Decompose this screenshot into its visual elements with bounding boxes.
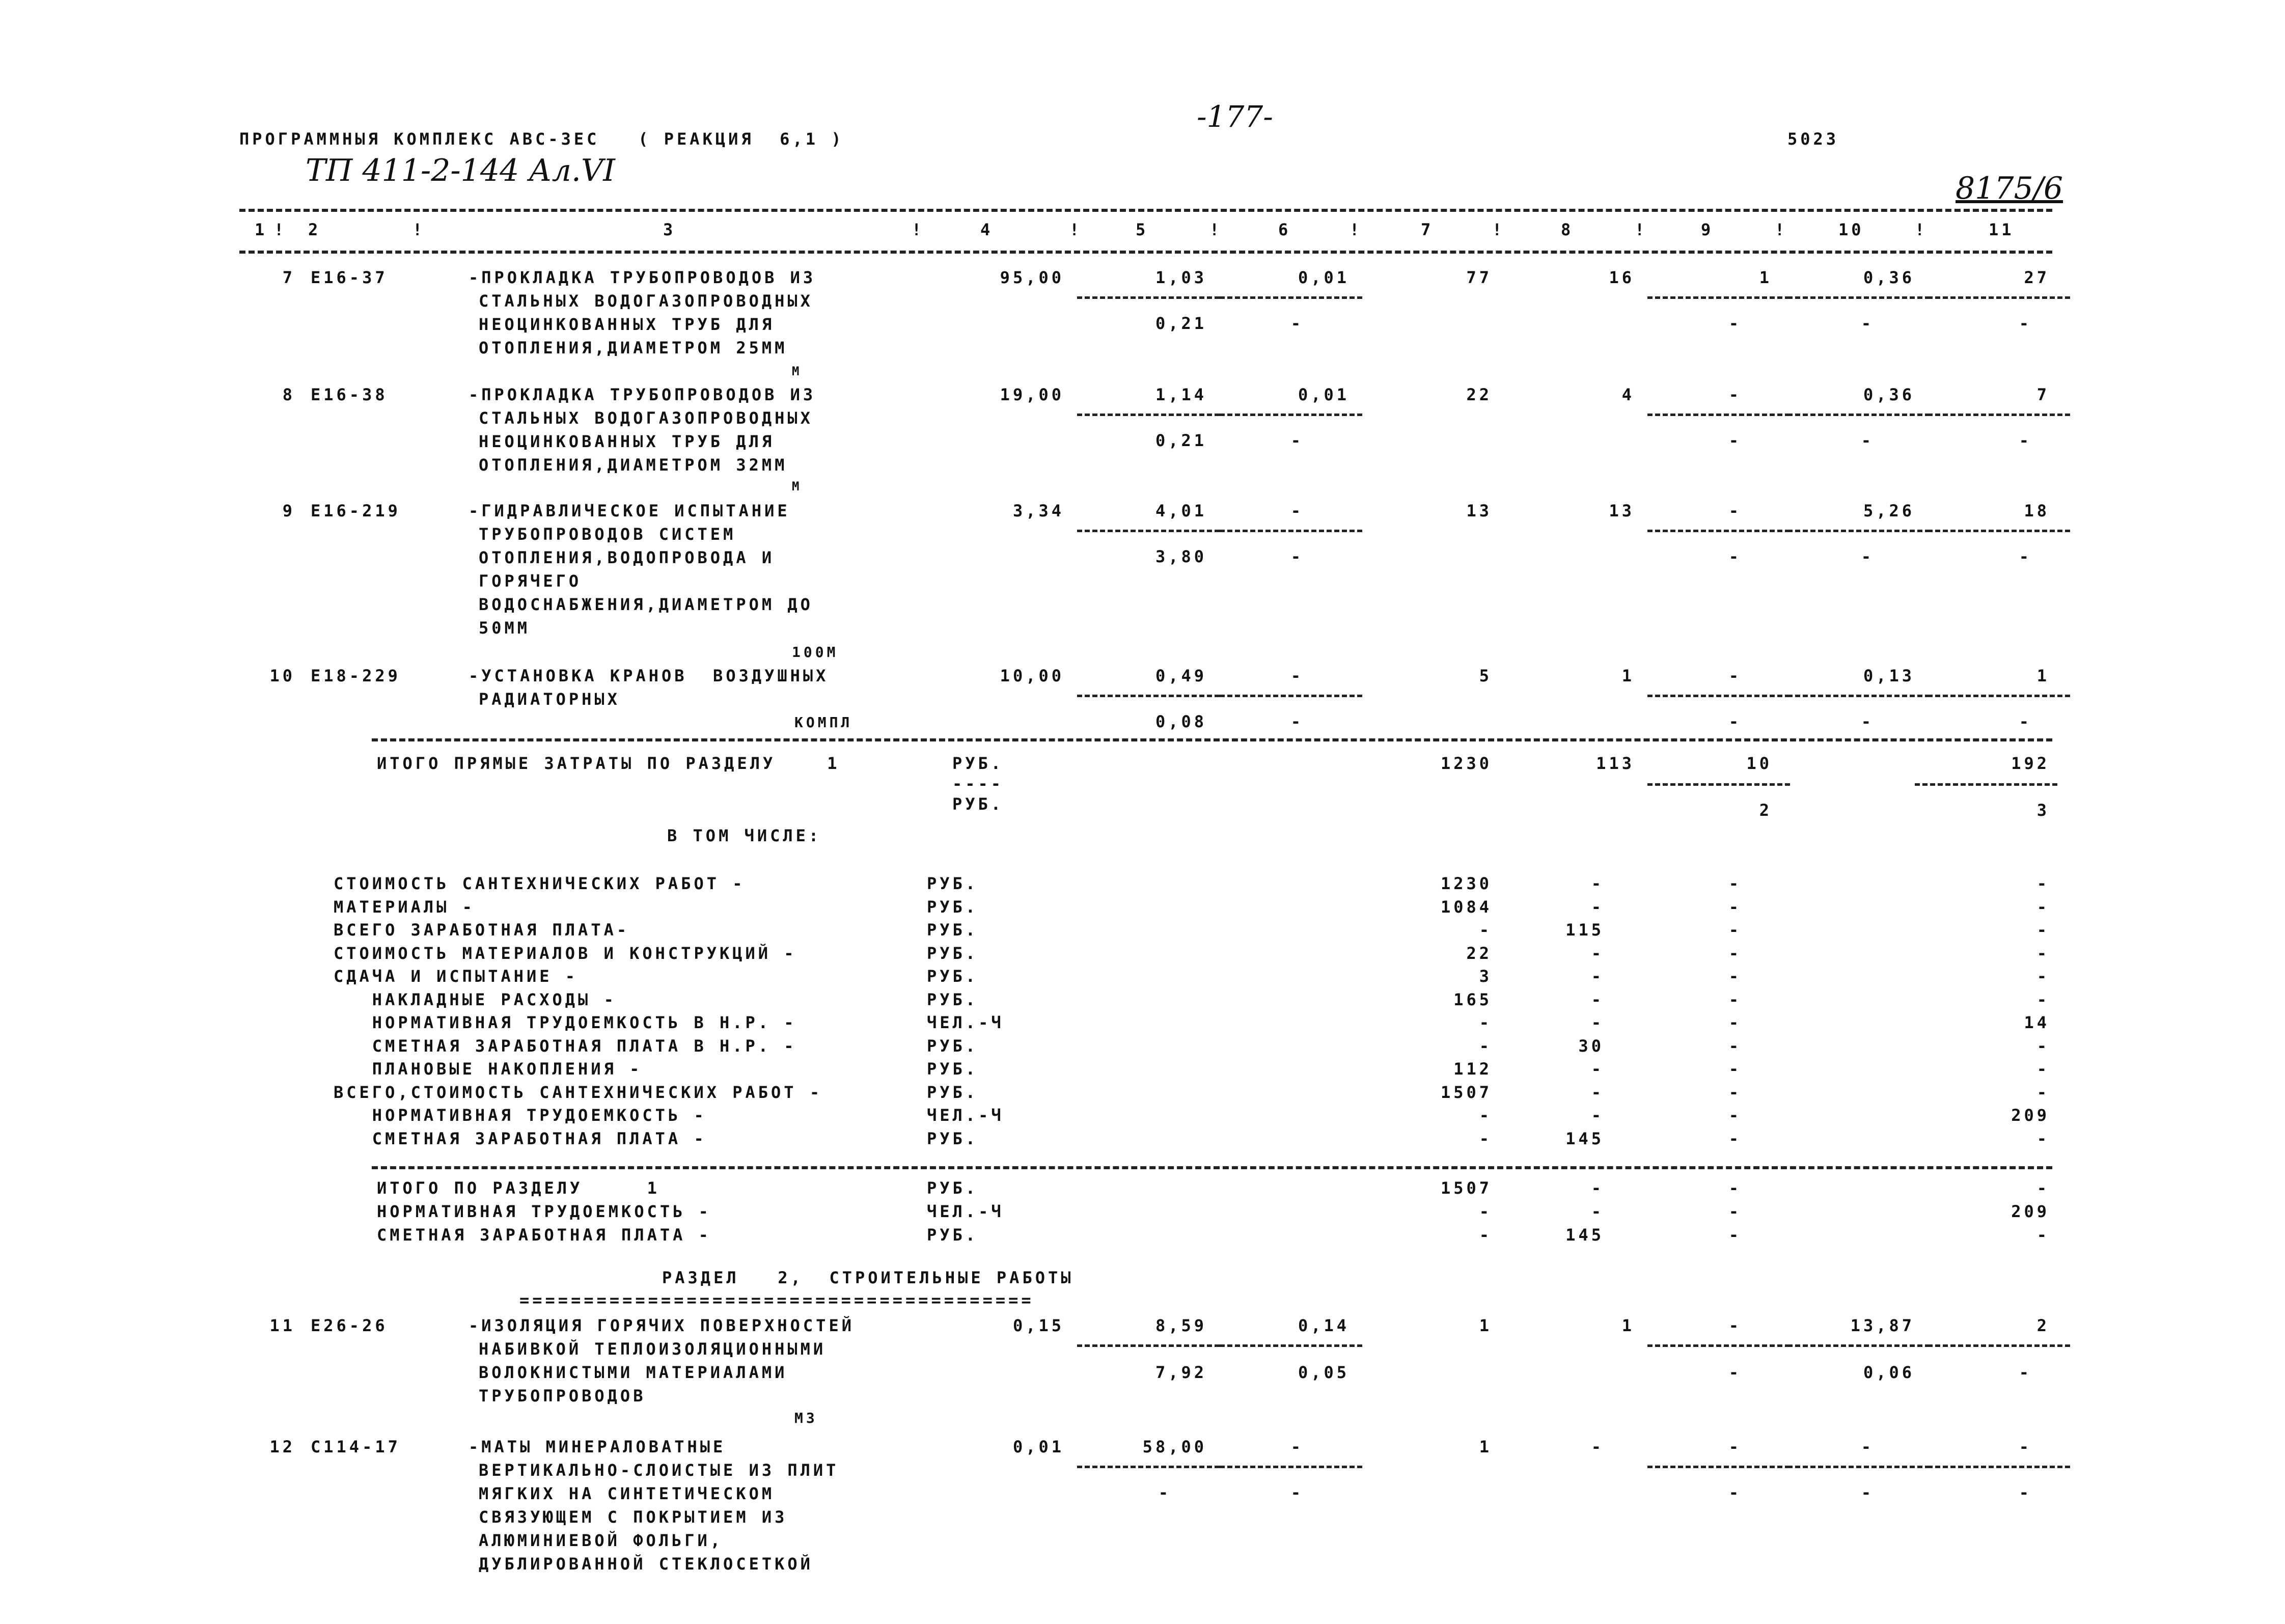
summary-c7: 1507: [1440, 1082, 1492, 1102]
col-6-header: 6: [1278, 220, 1291, 239]
row-c6: 0,01: [1298, 385, 1350, 404]
summary-c9: -: [1728, 874, 1742, 893]
summary-unit: РУБ.: [927, 920, 979, 940]
row-number: 10: [269, 666, 295, 685]
summary-label: ВСЕГО,СТОИМОСТЬ САНТЕХНИЧЕСКИХ РАБОТ -: [334, 1082, 823, 1102]
summary-label: СДАЧА И ИСПЫТАНИЕ -: [334, 967, 579, 986]
divider: [1077, 530, 1220, 532]
row-unit-price: 58,00: [1142, 1437, 1207, 1456]
total-direct-unit2: РУБ.: [952, 794, 1004, 814]
divider: [1647, 1466, 1790, 1468]
summary-c8: 145: [1565, 1128, 1604, 1148]
row-c10b: -: [1861, 547, 1874, 566]
col-2-header: 2: [308, 220, 321, 239]
summary-c8: -: [1591, 874, 1604, 893]
divider: [1647, 695, 1790, 697]
divider: [1787, 414, 1930, 416]
summary-c7: -: [1479, 1106, 1492, 1125]
summary-c9: -: [1728, 1128, 1742, 1148]
summary-c9: -: [1728, 989, 1742, 1009]
summary-c9: -: [1728, 897, 1742, 917]
row-code: Е16-38: [311, 385, 388, 404]
row-desc-line: СТАЛЬНЫХ ВОДОГАЗОПРОВОДНЫХ: [479, 291, 813, 311]
row-c6b: -: [1290, 1483, 1304, 1502]
divider: [1077, 414, 1220, 416]
divider: [1077, 695, 1220, 697]
row-desc-line: -УСТАНОВКА КРАНОВ ВОЗДУШНЫХ: [469, 666, 829, 685]
summary-c8: -: [1591, 943, 1604, 963]
divider: [1220, 695, 1362, 697]
col-3-header: 3: [663, 220, 676, 239]
row-c10b: -: [1861, 1483, 1874, 1502]
row-c11: 27: [2024, 268, 2050, 287]
row-total: 77: [1466, 268, 1492, 287]
summary-c8: -: [1591, 1082, 1604, 1102]
summary-c7: -: [1479, 1202, 1492, 1221]
divider-header: [239, 251, 2052, 254]
row-c10: -: [1861, 1437, 1874, 1456]
row-wages: 16: [1609, 268, 1635, 287]
divider: [1928, 414, 2070, 416]
summary-c7: -: [1479, 1225, 1492, 1245]
summary-c11: -: [2036, 1128, 2050, 1148]
row-c6b: -: [1290, 547, 1304, 566]
row-wages: -: [1591, 1437, 1604, 1456]
sheet-number: 8175/6: [1956, 171, 2063, 206]
row-desc-line: АЛЮМИНИЕВОЙ ФОЛЬГИ,: [479, 1531, 724, 1550]
row-wages: 13: [1609, 501, 1635, 520]
row-c6: 0,14: [1298, 1316, 1350, 1335]
row-unit-wage: 3,80: [1155, 547, 1207, 566]
program-header: ПРОГРАММНЫЯ КОМПЛЕКС АВС-3ЕС ( РЕАКЦИЯ 6,1 ): [239, 129, 844, 149]
total-direct-unit: РУБ.: [952, 754, 1004, 773]
row-c6b: 0,05: [1298, 1363, 1350, 1382]
row-desc-line: НЕОЦИНКОВАННЫХ ТРУБ ДЛЯ: [479, 315, 775, 334]
divider: [1928, 296, 2070, 299]
summary-label: НОРМАТИВНАЯ ТРУДОЕМКОСТЬ В Н.Р. -: [334, 1013, 797, 1032]
section2-title: РАЗДЕЛ 2, СТРОИТЕЛЬНЫЕ РАБОТЫ: [662, 1268, 1074, 1287]
row-desc-line: РАДИАТОРНЫХ: [479, 690, 620, 709]
row-unit: М3: [794, 1410, 818, 1426]
row-desc-line: ВОЛОКНИСТЫМИ МАТЕРИАЛАМИ: [479, 1363, 788, 1382]
row-total: 1: [1479, 1437, 1492, 1456]
row-c11: 2: [2036, 1316, 2050, 1335]
row-total: 22: [1466, 385, 1492, 404]
total-direct-unit-divider: ----: [952, 774, 1004, 793]
row-total: 1: [1479, 1316, 1492, 1335]
row-c11b: -: [2019, 1483, 2032, 1502]
summary-unit: РУБ.: [927, 1082, 979, 1102]
summary-c8: -: [1591, 1202, 1604, 1221]
row-desc-line: ОТОПЛЕНИЯ,ВОДОПРОВОДА И: [479, 548, 775, 567]
row-c9: -: [1728, 1437, 1742, 1456]
row-code: С114-17: [311, 1437, 401, 1456]
row-c10: 13,87: [1850, 1316, 1915, 1335]
summary-c7: 22: [1466, 943, 1492, 963]
summary-c11: 209: [2011, 1202, 2050, 1221]
row-unit: М: [792, 364, 803, 378]
row-unit-price: 8,59: [1155, 1316, 1207, 1335]
row-desc-line: СТАЛЬНЫХ ВОДОГАЗОПРОВОДНЫХ: [479, 408, 813, 428]
project-number: ТП 411-2-144 Ал.VI: [306, 153, 615, 188]
divider: [1220, 530, 1362, 532]
summary-label: СТОИМОСТЬ САНТЕХНИЧЕСКИХ РАБОТ -: [334, 874, 746, 893]
divider: [1647, 414, 1790, 416]
row-number: 8: [282, 385, 295, 404]
summary-c8: 145: [1565, 1225, 1604, 1245]
divider-section-total: [372, 1166, 2052, 1169]
total-direct-c7: 1230: [1440, 754, 1492, 773]
row-unit-wage: 7,92: [1155, 1363, 1207, 1382]
row-desc-line: СВЯЗУЮЩЕМ С ПОКРЫТИЕМ ИЗ: [479, 1507, 788, 1527]
summary-label: СМЕТНАЯ ЗАРАБОТНАЯ ПЛАТА -: [377, 1225, 711, 1245]
divider: [1077, 1466, 1220, 1468]
divider: [1220, 296, 1362, 299]
row-c11b: -: [2019, 547, 2032, 566]
divider: [1077, 296, 1220, 299]
summary-label: НОРМАТИВНАЯ ТРУДОЕМКОСТЬ -: [377, 1202, 711, 1221]
summary-label: ПЛАНОВЫЕ НАКОПЛЕНИЯ -: [334, 1059, 643, 1079]
summary-c7: -: [1479, 1128, 1492, 1148]
row-qty: 95,00: [1000, 268, 1064, 287]
row-number: 12: [269, 1437, 295, 1456]
divider: [1220, 414, 1362, 416]
row-c9: -: [1728, 385, 1742, 404]
divider: [1928, 695, 2070, 697]
summary-unit: ЧЕЛ.-Ч: [927, 1202, 1004, 1221]
divider: [1787, 530, 1930, 532]
summary-unit: РУБ.: [927, 1225, 979, 1245]
divider: [1220, 1466, 1362, 1468]
row-wages: 4: [1621, 385, 1635, 404]
row-total: 13: [1466, 501, 1492, 520]
col-7-header: 7: [1421, 220, 1434, 239]
row-desc-line: ТРУБОПРОВОДОВ СИСТЕМ: [479, 525, 736, 544]
row-unit-wage: 0,21: [1155, 431, 1207, 450]
total-direct-c8: 113: [1596, 754, 1635, 773]
row-c11b: -: [2019, 314, 2032, 333]
row-qty: 19,00: [1000, 385, 1064, 404]
row-c9b: -: [1728, 1363, 1742, 1382]
row-qty: 10,00: [1000, 666, 1064, 685]
row-code: Е18-229: [311, 666, 401, 685]
summary-label: НАКЛАДНЫЕ РАСХОДЫ -: [334, 989, 617, 1009]
row-c11b: -: [2019, 1363, 2032, 1382]
row-desc-line: МЯГКИХ НА СИНТЕТИЧЕСКОМ: [479, 1484, 775, 1503]
row-number: 7: [282, 268, 295, 287]
summary-c9: -: [1728, 967, 1742, 986]
row-desc-line: -ИЗОЛЯЦИЯ ГОРЯЧИХ ПОВЕРХНОСТЕЙ: [469, 1316, 855, 1335]
row-qty: 0,15: [1012, 1316, 1064, 1335]
summary-c8: -: [1591, 989, 1604, 1009]
summary-c8: 115: [1565, 920, 1604, 940]
summary-c8: -: [1591, 967, 1604, 986]
row-c9b: -: [1728, 1483, 1742, 1502]
summary-label: ВСЕГО ЗАРАБОТНАЯ ПЛАТА-: [334, 920, 630, 940]
col-10-header: 10: [1838, 220, 1864, 239]
divider: [1787, 695, 1930, 697]
divider: [1077, 1344, 1220, 1347]
summary-c8: -: [1591, 1013, 1604, 1032]
document-code: 5023: [1787, 129, 1839, 149]
summary-unit: РУБ.: [927, 1059, 979, 1079]
including-label: В ТОМ ЧИСЛЕ:: [667, 826, 822, 845]
row-c9b: -: [1728, 431, 1742, 450]
row-c11: 18: [2024, 501, 2050, 520]
summary-c8: -: [1591, 1059, 1604, 1079]
row-c6b: -: [1290, 431, 1304, 450]
summary-c7: 3: [1479, 967, 1492, 986]
row-c11b: -: [2019, 712, 2032, 731]
summary-c8: 30: [1578, 1036, 1604, 1056]
summary-c8: -: [1591, 1178, 1604, 1198]
row-desc-line: ТРУБОПРОВОДОВ: [479, 1386, 646, 1406]
row-c10: 0,13: [1863, 666, 1915, 685]
summary-c8: -: [1591, 1106, 1604, 1125]
total-direct-c11b: 3: [2036, 801, 2050, 820]
row-c10: 0,36: [1863, 268, 1915, 287]
row-c10: 5,26: [1863, 501, 1915, 520]
total-direct-c9b: 2: [1759, 801, 1772, 820]
row-c11: 7: [2036, 385, 2050, 404]
row-c6: -: [1290, 501, 1304, 520]
summary-label: СМЕТНАЯ ЗАРАБОТНАЯ ПЛАТА -: [334, 1128, 707, 1148]
summary-c11: -: [2036, 897, 2050, 917]
row-desc-line: ВОДОСНАБЖЕНИЯ,ДИАМЕТРОМ ДО: [479, 595, 813, 614]
divider: [1220, 1344, 1362, 1347]
row-qty: 0,01: [1012, 1437, 1064, 1456]
summary-c11: -: [2036, 1178, 2050, 1198]
summary-c7: -: [1479, 1036, 1492, 1056]
row-c10: 0,36: [1863, 385, 1915, 404]
row-desc-line: ОТОПЛЕНИЯ,ДИАМЕТРОМ 25ММ: [479, 338, 788, 357]
summary-c11: 14: [2024, 1013, 2050, 1032]
row-total: 5: [1479, 666, 1492, 685]
row-c9: -: [1728, 501, 1742, 520]
row-desc-line: ВЕРТИКАЛЬНО-СЛОИСТЫЕ ИЗ ПЛИТ: [479, 1461, 839, 1480]
total-direct-c11: 192: [2011, 754, 2050, 773]
row-wages: 1: [1621, 666, 1635, 685]
summary-c11: -: [2036, 1082, 2050, 1102]
summary-c7: 1507: [1440, 1178, 1492, 1198]
row-c6: 0,01: [1298, 268, 1350, 287]
summary-unit: ЧЕЛ.-Ч: [927, 1106, 1004, 1125]
row-desc-line: 50ММ: [479, 618, 531, 638]
row-c10b: -: [1861, 431, 1874, 450]
summary-c8: -: [1591, 897, 1604, 917]
divider: [1787, 296, 1930, 299]
summary-c7: 112: [1453, 1059, 1492, 1079]
row-desc-line: -ГИДРАВЛИЧЕСКОЕ ИСПЫТАНИЕ: [469, 501, 790, 520]
row-c11: -: [2019, 1437, 2032, 1456]
summary-c7: 1230: [1440, 874, 1492, 893]
divider: [1647, 1344, 1790, 1347]
summary-unit: РУБ.: [927, 1128, 979, 1148]
row-c9b: -: [1728, 712, 1742, 731]
row-code: Е16-37: [311, 268, 388, 287]
summary-c9: -: [1728, 1082, 1742, 1102]
row-code: Е26-26: [311, 1316, 388, 1335]
summary-unit: РУБ.: [927, 897, 979, 917]
summary-c7: 1084: [1440, 897, 1492, 917]
summary-unit: РУБ.: [927, 989, 979, 1009]
divider: [1647, 530, 1790, 532]
col-11-header: 11: [1989, 220, 2015, 239]
row-unit-price: 4,01: [1155, 501, 1207, 520]
row-desc-line: -ПРОКЛАДКА ТРУБОПРОВОДОВ ИЗ: [469, 268, 816, 287]
row-c6b: -: [1290, 712, 1304, 731]
row-wages: 1: [1621, 1316, 1635, 1335]
summary-c11: -: [2036, 1225, 2050, 1245]
total-direct-label: ИТОГО ПРЯМЫЕ ЗАТРАТЫ ПО РАЗДЕЛУ 1: [377, 754, 840, 773]
summary-unit: РУБ.: [927, 943, 979, 963]
row-c10b: -: [1861, 712, 1874, 731]
col-9-header: 9: [1701, 220, 1714, 239]
row-desc-line: ДУБЛИРОВАННОЙ СТЕКЛОСЕТКОЙ: [479, 1554, 813, 1574]
row-c11: 1: [2036, 666, 2050, 685]
row-c10b: 0,06: [1863, 1363, 1915, 1382]
col-5-header: 5: [1136, 220, 1149, 239]
divider: [1787, 1344, 1930, 1347]
page-number: -177-: [1197, 99, 1273, 134]
summary-c9: -: [1728, 920, 1742, 940]
summary-c9: -: [1728, 1059, 1742, 1079]
divider-top: [239, 209, 2052, 212]
row-c11b: -: [2019, 431, 2032, 450]
summary-label: СТОИМОСТЬ МАТЕРИАЛОВ И КОНСТРУКЦИЙ -: [334, 943, 797, 963]
summary-c11: -: [2036, 989, 2050, 1009]
row-unit: 100М: [792, 644, 839, 660]
summary-c7: 165: [1453, 989, 1492, 1009]
row-c10b: -: [1861, 314, 1874, 333]
row-c6b: -: [1290, 314, 1304, 333]
summary-unit: РУБ.: [927, 1036, 979, 1056]
summary-c9: -: [1728, 943, 1742, 963]
summary-c9: -: [1728, 1178, 1742, 1198]
section2-underline: ========================================: [519, 1290, 1034, 1310]
row-c9: -: [1728, 666, 1742, 685]
summary-label: ИТОГО ПО РАЗДЕЛУ 1: [377, 1178, 660, 1198]
summary-label: НОРМАТИВНАЯ ТРУДОЕМКОСТЬ -: [334, 1106, 707, 1125]
row-number: 9: [282, 501, 295, 520]
row-desc-line: НЕОЦИНКОВАННЫХ ТРУБ ДЛЯ: [479, 432, 775, 451]
summary-c11: -: [2036, 943, 2050, 963]
total-direct-c9: 10: [1746, 754, 1772, 773]
summary-c7: -: [1479, 920, 1492, 940]
row-unit-wage: 0,08: [1155, 712, 1207, 731]
row-c6: -: [1290, 1437, 1304, 1456]
row-unit: М: [792, 479, 803, 493]
summary-c11: -: [2036, 920, 2050, 940]
divider: [1647, 296, 1790, 299]
row-desc-line: ОТОПЛЕНИЯ,ДИАМЕТРОМ 32ММ: [479, 455, 788, 475]
col-8-header: 8: [1561, 220, 1574, 239]
row-code: Е16-219: [311, 501, 401, 520]
row-number: 11: [269, 1316, 295, 1335]
row-desc-line: -МАТЫ МИНЕРАЛОВАТНЫЕ: [469, 1437, 726, 1456]
summary-c9: -: [1728, 1225, 1742, 1245]
row-c9: -: [1728, 1316, 1742, 1335]
divider: [1928, 530, 2070, 532]
col-4-header: 4: [980, 220, 994, 239]
summary-unit: ЧЕЛ.-Ч: [927, 1013, 1004, 1032]
row-desc-line: -ПРОКЛАДКА ТРУБОПРОВОДОВ ИЗ: [469, 385, 816, 404]
summary-c9: -: [1728, 1106, 1742, 1125]
summary-unit: РУБ.: [927, 874, 979, 893]
divider: [1928, 1466, 2070, 1468]
summary-c9: -: [1728, 1036, 1742, 1056]
row-c9: 1: [1759, 268, 1772, 287]
summary-c11: -: [2036, 1059, 2050, 1079]
row-unit-price: 1,14: [1155, 385, 1207, 404]
divider: [1915, 783, 2057, 786]
row-unit-price: 1,03: [1155, 268, 1207, 287]
row-unit: КОМПЛ: [794, 714, 853, 731]
divider: [1787, 1466, 1930, 1468]
summary-label: СМЕТНАЯ ЗАРАБОТНАЯ ПЛАТА В Н.Р. -: [334, 1036, 797, 1056]
summary-c7: -: [1479, 1013, 1492, 1032]
row-c9b: -: [1728, 314, 1742, 333]
summary-c11: -: [2036, 874, 2050, 893]
summary-c9: -: [1728, 1202, 1742, 1221]
summary-unit: РУБ.: [927, 1178, 979, 1198]
row-desc-line: ГОРЯЧЕГО: [479, 571, 582, 591]
row-desc-line: НАБИВКОЙ ТЕПЛОИЗОЛЯЦИОННЫМИ: [479, 1339, 827, 1359]
divider: [1647, 783, 1790, 786]
row-unit-wage: 0,21: [1155, 314, 1207, 333]
row-qty: 3,34: [1012, 501, 1064, 520]
summary-c9: -: [1728, 1013, 1742, 1032]
row-c6: -: [1290, 666, 1304, 685]
summary-label: МАТЕРИАЛЫ -: [334, 897, 475, 917]
row-unit-price: 0,49: [1155, 666, 1207, 685]
summary-c11: -: [2036, 1036, 2050, 1056]
divider: [1928, 1344, 2070, 1347]
row-unit-wage: -: [1158, 1483, 1171, 1502]
row-c9b: -: [1728, 547, 1742, 566]
summary-c11: 209: [2011, 1106, 2050, 1125]
summary-c11: -: [2036, 967, 2050, 986]
summary-unit: РУБ.: [927, 967, 979, 986]
divider-before-total: [372, 738, 2052, 741]
